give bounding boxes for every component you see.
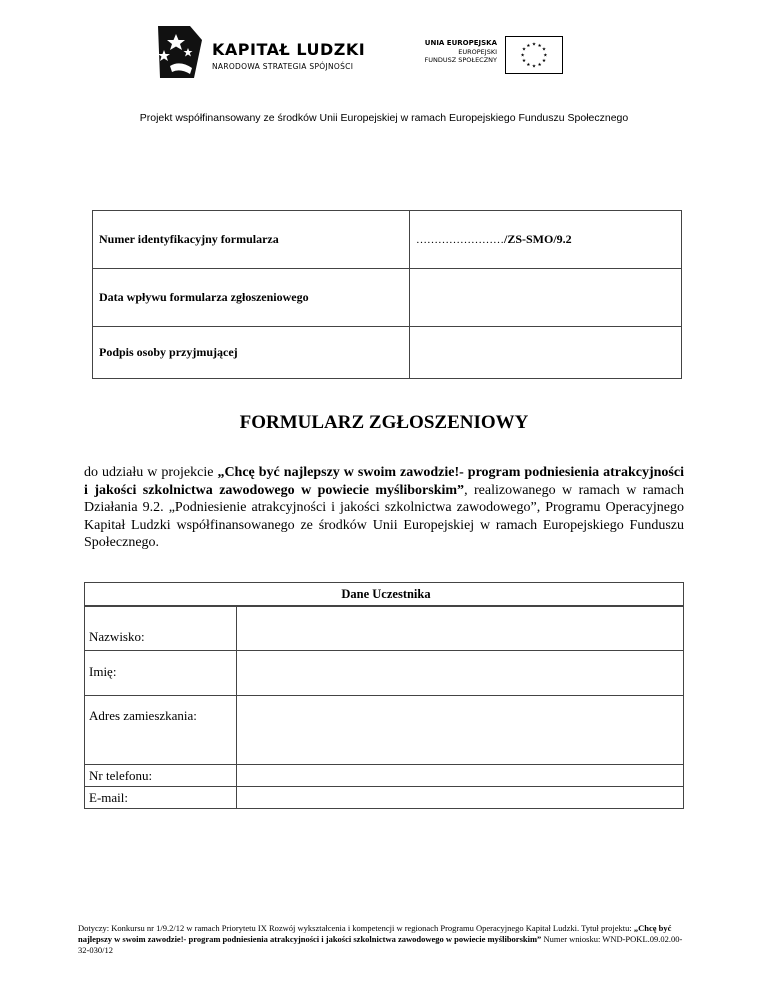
svg-text:★: ★ — [531, 42, 537, 48]
cofinancing-note: Projekt współfinansowany ze środków Unii Europejskiej w ramach Europejskiego Funduszu Społecznego — [139, 112, 629, 124]
participant-table-header-row — [85, 583, 684, 607]
table-row — [85, 787, 684, 809]
kapital-ludzki-logo-icon — [150, 22, 210, 82]
svg-text:★: ★ — [521, 47, 527, 53]
eu-logo-text — [413, 39, 497, 65]
table-row — [85, 651, 684, 696]
email-label: E-mail: — [85, 787, 237, 809]
page-footer — [78, 923, 688, 956]
kl-logo-title: KAPITAŁ LUDZKI — [212, 40, 366, 59]
logo-bar — [0, 0, 768, 100]
svg-text:★: ★ — [537, 62, 542, 68]
receipt-date-field[interactable] — [410, 269, 682, 327]
receipt-date-row — [93, 269, 682, 327]
form-id-dots: …………………… — [416, 234, 504, 246]
participant-table-header: Dane Uczestnika — [85, 583, 684, 607]
form-id-label: Numer identyfikacyjny formularza — [93, 211, 410, 269]
table-row — [85, 765, 684, 787]
receiver-signature-label: Podpis osoby przyjmującej — [93, 327, 410, 379]
form-id-table — [92, 210, 682, 379]
surname-field[interactable] — [237, 607, 684, 651]
phone-label: Nr telefonu: — [85, 765, 237, 787]
receiver-signature-field[interactable] — [410, 327, 682, 379]
kl-logo-subtitle: NARODOWA STRATEGIA SPÓJNOŚCI — [212, 62, 354, 71]
form-title: FORMULARZ ZGŁOSZENIOWY — [239, 412, 529, 433]
first-name-label: Imię: — [85, 651, 237, 696]
svg-text:★: ★ — [520, 53, 525, 59]
svg-text:★: ★ — [543, 53, 548, 59]
form-id-value[interactable] — [410, 211, 682, 269]
svg-text:★: ★ — [521, 59, 527, 65]
participant-data-table — [84, 582, 684, 809]
surname-label: Nazwisko: — [85, 607, 237, 651]
footer-project-name: „Chcę być najlepszy w swoim zawodzie!- program podniesienia atrakcyjności i jakości szkolnictwa zawodowego w powiecie myśliborskim” — [78, 923, 672, 944]
first-name-field[interactable] — [237, 651, 684, 696]
eu-line-1: UNIA EUROPEJSKA — [424, 39, 497, 47]
svg-text:★: ★ — [526, 43, 531, 49]
intro-paragraph — [84, 464, 684, 552]
footer-part-2: Numer wniosku: WND-POKL.09.02.00-32-030/12 — [78, 934, 683, 955]
phone-field[interactable] — [237, 765, 684, 787]
table-row — [85, 607, 684, 651]
eu-line-2: EUROPEJSKI — [458, 47, 497, 56]
receipt-date-label: Data wpływu formularza zgłoszeniowego — [93, 269, 410, 327]
address-label: Adres zamieszkania: — [85, 696, 237, 765]
address-field[interactable] — [237, 696, 684, 765]
svg-text:★: ★ — [526, 62, 531, 68]
form-id-row — [93, 211, 682, 269]
footer-part-1: Dotyczy: Konkursu nr 1/9.2/12 w ramach Priorytetu IX Rozwój wykształcenia i kompetencji w regionach Programu Operacyjnego Kapitał Ludzki. Tytuł projektu: — [78, 923, 634, 933]
eu-flag-icon — [505, 36, 563, 74]
svg-text:★: ★ — [541, 59, 547, 65]
intro-prefix: do udziału w projekcie — [84, 465, 218, 480]
svg-text:★: ★ — [537, 43, 542, 49]
receiver-signature-row — [93, 327, 682, 379]
intro-suffix: , realizowanego w ramach w ramach Działania 9.2. „Podniesienie atrakcyjności i jakości szkolnictwa zawodowego”, Programu Operacyjnego Kapitał Ludzki współfinansowanego ze środków Unii Europejskiej w ramach Europejskiego Funduszu Społecznego. — [84, 482, 684, 551]
svg-text:★: ★ — [541, 47, 547, 53]
svg-text:★: ★ — [531, 64, 537, 70]
table-row — [85, 696, 684, 765]
email-field[interactable] — [237, 787, 684, 809]
form-id-suffix: /ZS-SMO/9.2 — [504, 232, 572, 246]
project-name: „Chcę być najlepszy w swoim zawodzie!- program podniesienia atrakcyjności i jakości szkolnictwa zawodowego w powiecie myśliborskim” — [84, 465, 684, 498]
eu-line-3: FUNDUSZ SPOŁECZNY — [424, 56, 497, 64]
